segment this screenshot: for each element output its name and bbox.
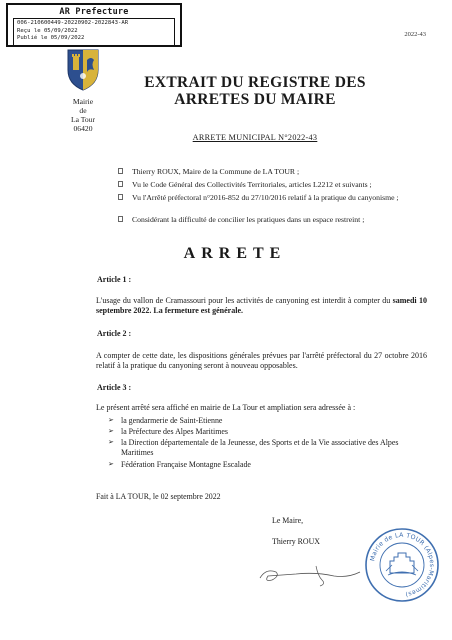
stamp-title: AR Prefecture	[59, 7, 129, 17]
mairie-seal-icon	[362, 525, 442, 605]
arrete-reference: ARRETE MUNICIPAL N°2022-43	[192, 133, 318, 142]
mairie-line: Mairie	[72, 97, 94, 106]
stamp-published-date: Publié le 05/09/2022	[17, 35, 85, 42]
checkbox-icon	[118, 216, 123, 222]
signatory-role: Le Maire,	[272, 516, 304, 525]
coat-of-arms-icon	[60, 46, 106, 92]
mairie-line: La Tour	[70, 115, 95, 124]
vu-item	[118, 215, 418, 225]
article-text: A compter de cette date, les dispositions générales prévues par l'arrêté préfectoral du 27 octobre 2016 relatif à la pratique du canyoning seront à nouveau opposables.	[96, 351, 427, 371]
document-title-line1: EXTRAIT DU REGISTRE DES	[144, 74, 366, 91]
recipient-text: la Préfecture des Alpes Maritimes	[121, 427, 228, 436]
article-title: Article 2 :	[97, 329, 132, 338]
vu-item	[118, 193, 418, 213]
article-text: Le présent arrêté sera affiché en mairie de La Tour et ampliation sera adressée à :	[96, 403, 356, 412]
recipient-text: Fédération Française Montagne Escalade	[121, 460, 251, 469]
stamp-details	[13, 18, 175, 46]
ar-prefecture-stamp	[6, 3, 182, 47]
article-1-text: L'usage du vallon de Cramassouri pour les activités de canyoning est interdit à compter du	[96, 296, 391, 305]
document-title-line2: ARRETES DU MAIRE	[174, 91, 336, 108]
vu-item	[118, 167, 418, 177]
article-title: Article 3 :	[97, 383, 132, 392]
article-title: Article 1 :	[97, 275, 132, 284]
arrow-bullet-icon: ➢	[108, 427, 114, 435]
vu-text: Considérant la difficulté de concilier les pratiques dans un espace restreint ;	[132, 215, 365, 224]
stamp-received-date: Reçu le 05/09/2022	[17, 27, 78, 34]
arrow-bullet-icon: ➢	[108, 438, 114, 446]
recipient-item	[108, 416, 430, 426]
svg-text:Mairie de LA TOUR (Alpes-Marit	[369, 532, 435, 598]
article-text	[96, 296, 427, 316]
article-1-closure-date: samedi 10 septembre 2022. La fermeture est générale.	[96, 296, 428, 316]
stamp-act-number: 006-210600449-20220902-2022843-AR	[17, 20, 129, 26]
seal-text: Mairie de LA TOUR (Alpes-Maritimes)	[369, 531, 436, 598]
vu-text: Vu le Code Général des Collectivités Territoriales, articles L2212 et suivants ;	[132, 180, 372, 189]
arrete-heading: ARRETE	[183, 245, 287, 262]
vu-item	[118, 180, 418, 190]
reference-number: 2022-43	[404, 31, 426, 38]
mairie-postcode: 06420	[73, 124, 93, 133]
recipient-item	[108, 460, 430, 470]
recipient-text: la gendarmerie de Saint-Etienne	[121, 416, 223, 425]
vu-text: Thierry ROUX, Maire de la Commune de LA TOUR ;	[132, 167, 300, 176]
mairie-line: de	[79, 106, 87, 115]
recipient-text: la Direction départementale de la Jeunesse, des Sports et de la Vie associative des Alpes Maritimes	[121, 438, 399, 457]
arrow-bullet-icon: ➢	[108, 416, 114, 424]
recipient-item	[108, 438, 430, 458]
signature-icon	[256, 556, 366, 592]
done-at-line: Fait à LA TOUR, le 02 septembre 2022	[96, 492, 221, 501]
vu-text: Vu l'Arrêté préfectoral n°2016-852 du 27/10/2016 relatif à la pratique du canyonisme ;	[132, 193, 399, 202]
checkbox-icon	[118, 181, 123, 187]
recipient-item	[108, 427, 430, 437]
signatory-name: Thierry ROUX	[272, 537, 320, 546]
checkbox-icon	[118, 194, 123, 200]
checkbox-icon	[118, 168, 123, 174]
arrow-bullet-icon: ➢	[108, 460, 114, 468]
